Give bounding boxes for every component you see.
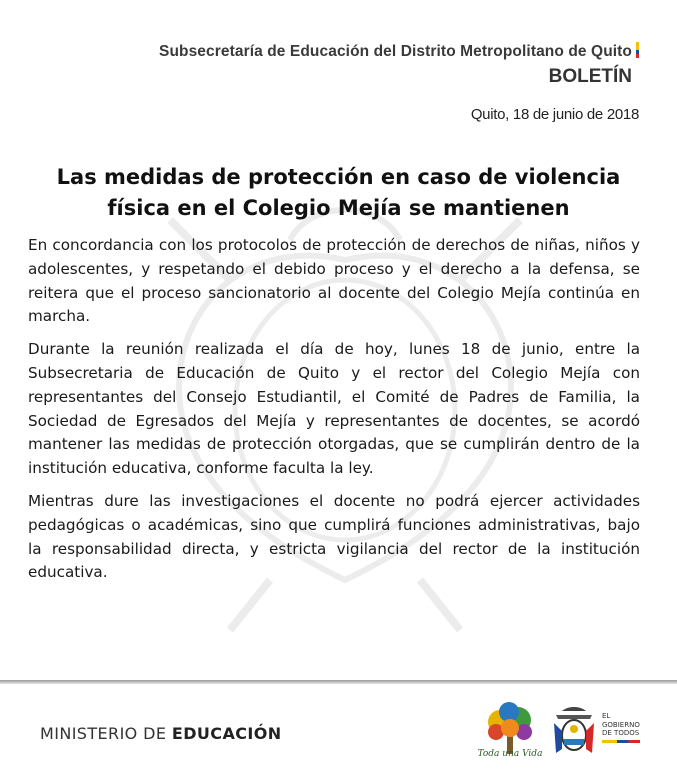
ministry-bold: EDUCACIÓN	[171, 724, 282, 743]
doc-type-label: BOLETÍN	[548, 66, 632, 87]
gobierno-line-2: GOBIERNO	[602, 720, 640, 729]
organization-line	[159, 41, 639, 61]
organization-name: Subsecretaría de Educación del Distrito Metropolitano de Quito	[159, 43, 632, 60]
flag-stripe-icon	[602, 740, 640, 743]
article-body	[28, 234, 640, 594]
ecuador-coat-of-arms-icon	[552, 705, 596, 757]
toda-una-vida-logo-icon	[478, 700, 542, 760]
gobierno-line-1: EL	[602, 712, 611, 720]
paragraph-2: Durante la reunión realizada el día de hoy, lunes 18 de junio, entre la Subsecretaria de Educación de Quito y el rector del Colegio Mejía con representantes del Consejo Estudiantil, el Comité de Padres de Familia, la Sociedad de Egresados del Mejía y representantes de docentes, se acordó mantener las medidas de protección otorgadas, que se cumplirán dentro de la institución educativa, conforme faculta la ley.	[28, 340, 640, 478]
gobierno-line-3: DE TODOS	[602, 729, 640, 737]
flag-accent-icon	[636, 42, 639, 58]
article-title	[30, 162, 647, 224]
footer-divider	[0, 680, 677, 684]
title-line-1: Las medidas de protección en caso de violencia	[56, 165, 621, 189]
ministry-logo-text	[40, 724, 282, 743]
todavida-caption: Toda una Vida	[478, 749, 542, 759]
ministry-prefix: MINISTERIO DE	[40, 724, 167, 743]
paragraph-3: Mientras dure las investigaciones el docente no podrá ejercer actividades pedagógicas o académicas, sino que cumplirá funciones administrativas, bajo la responsabilidad directa, y estricta vigilancia del rector de la institución educativa.	[28, 491, 640, 582]
title-line-2: física en el Colegio Mejía se mantienen	[107, 196, 570, 220]
gobierno-de-todos-logo	[602, 712, 646, 743]
publication-date: Quito, 18 de junio de 2018	[470, 106, 639, 123]
paragraph-1: En concordancia con los protocolos de protección de derechos de niñas, niños y adolescentes, y respetando el debido proceso y el derecho a la defensa, se reitera que el proceso sancionatorio al docente del Colegio Mejía continúa en marcha.	[28, 236, 640, 326]
document-header	[159, 41, 639, 88]
